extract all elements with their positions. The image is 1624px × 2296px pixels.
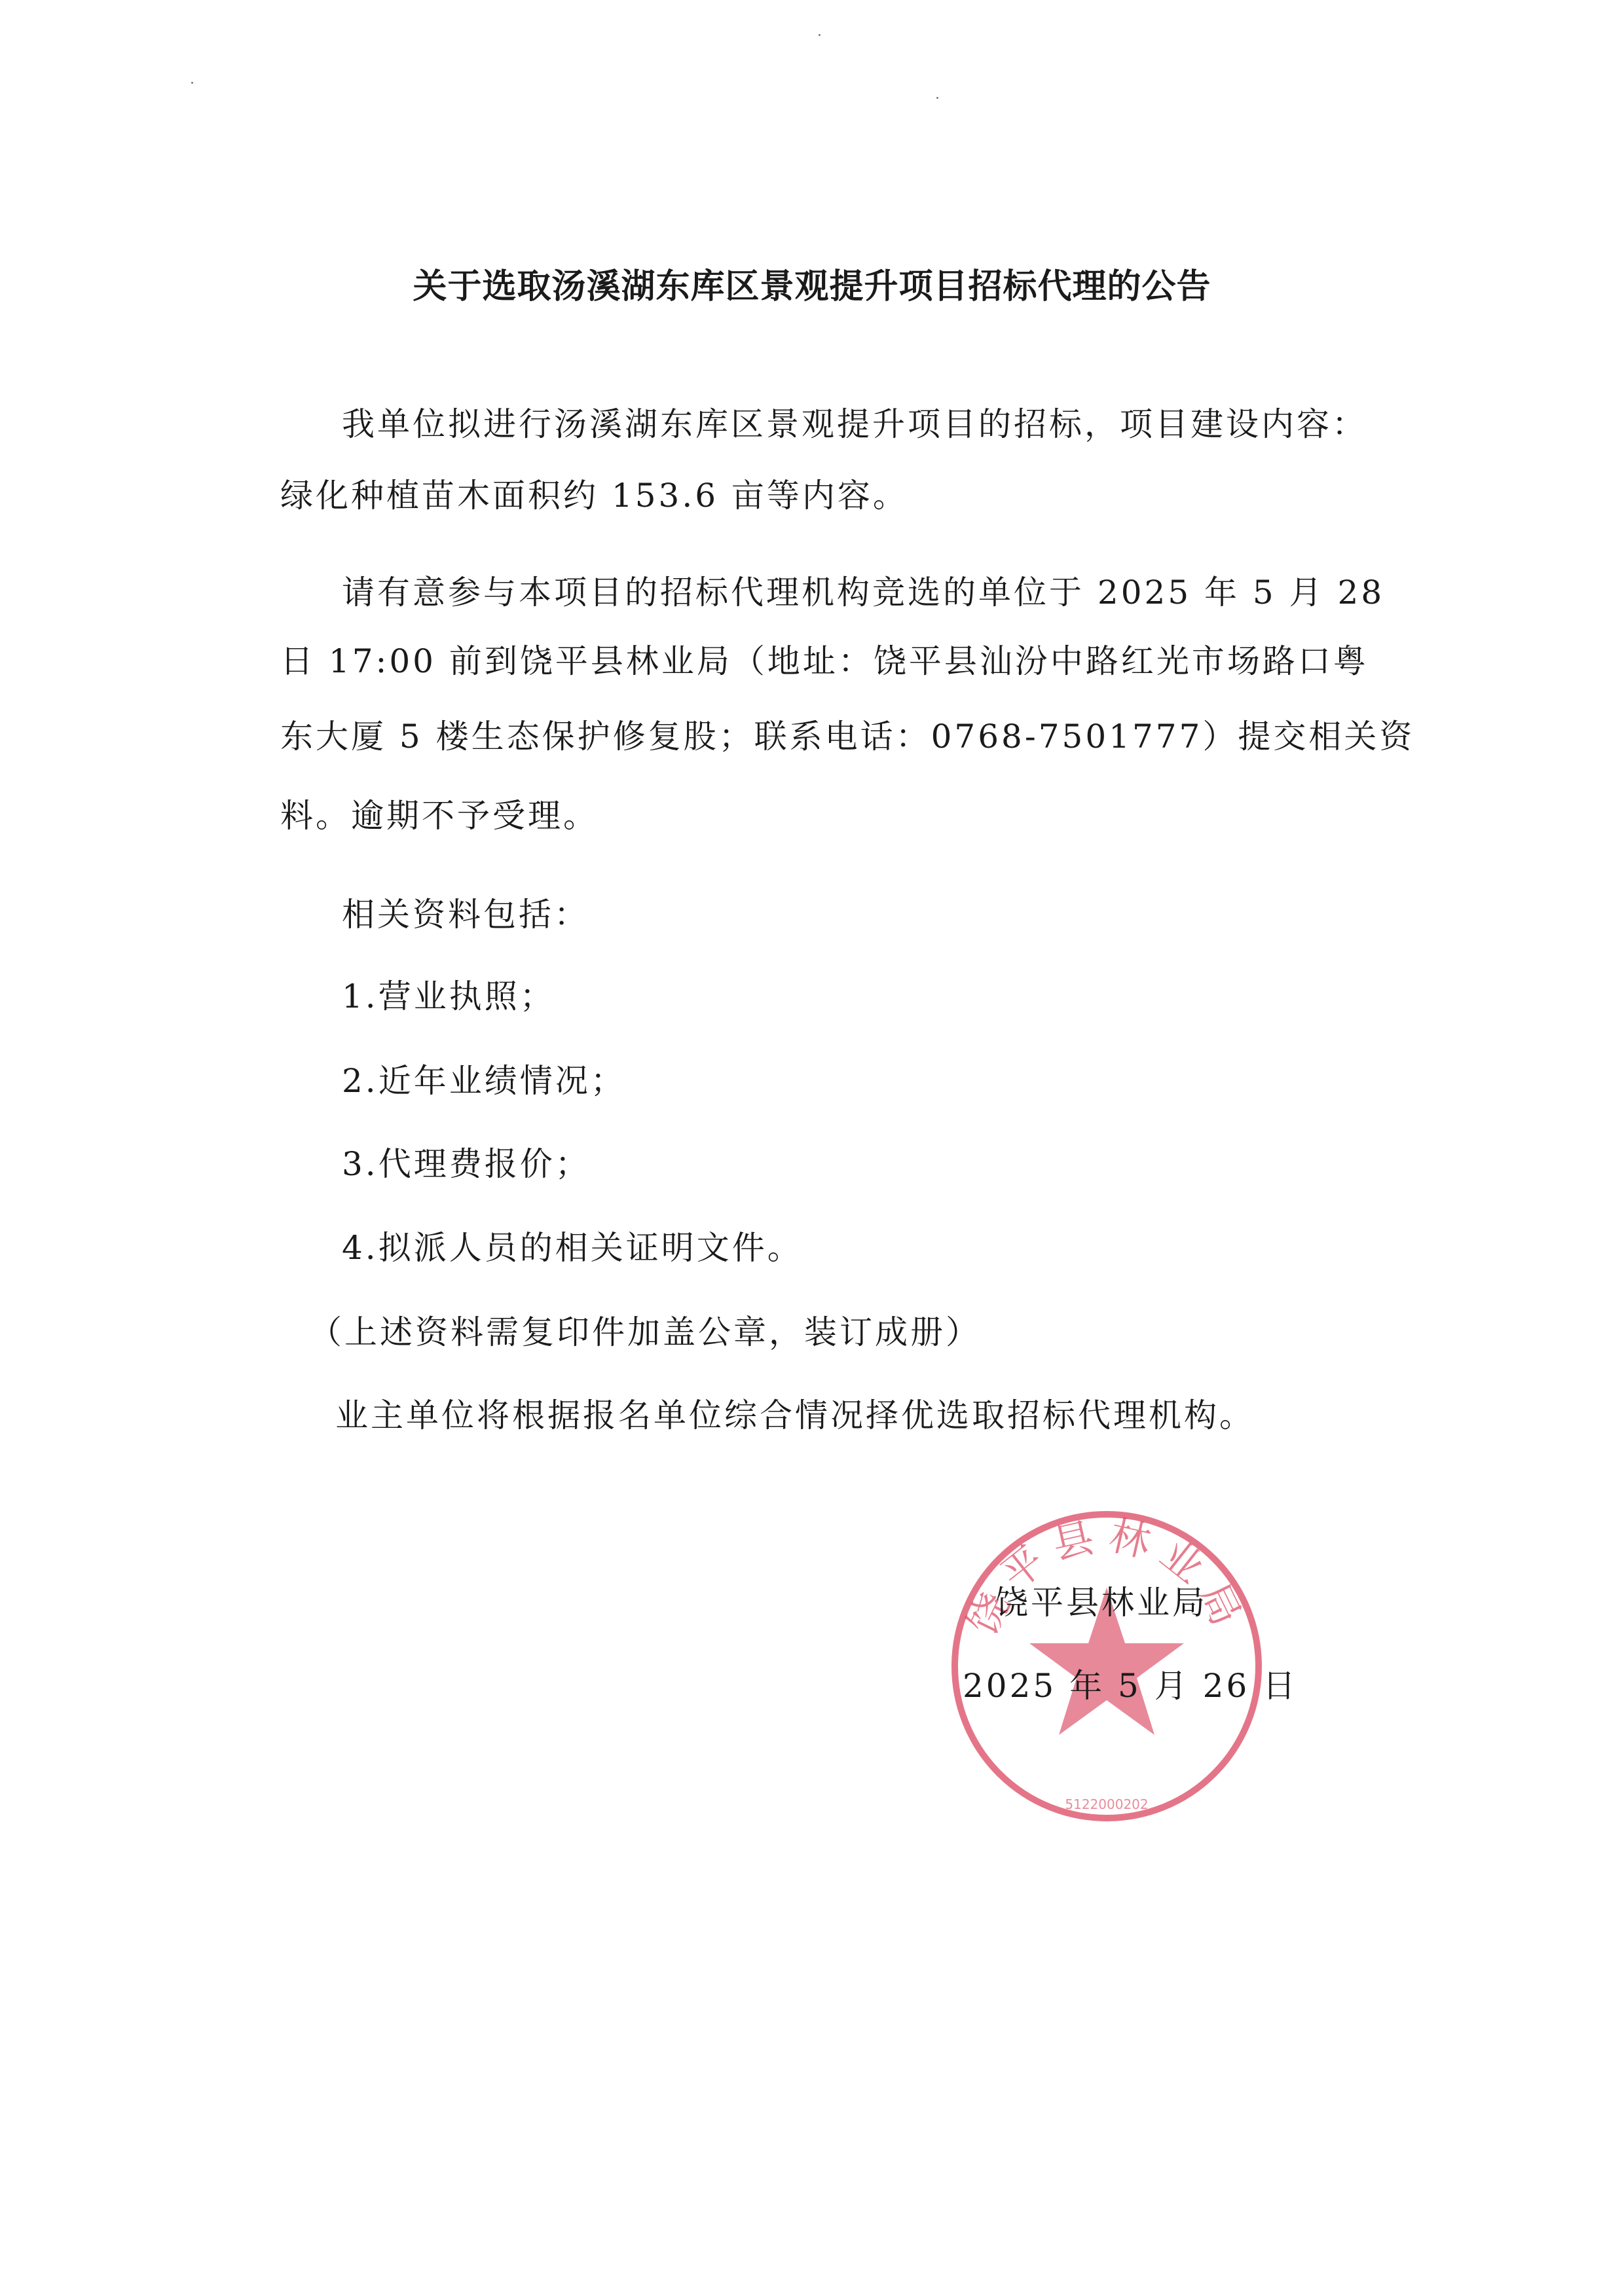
signature-org: 饶平县林业局 xyxy=(995,1584,1208,1622)
svg-text:饶平县林业局: 饶平县林业局 xyxy=(958,1510,1255,1643)
scan-speck xyxy=(819,34,821,36)
list-item: 4.拟派人员的相关证明文件。 xyxy=(342,1229,803,1267)
body-line: 请有意参与本项目的招标代理机构竞选的单位于 2025 年 5 月 28 xyxy=(342,574,1385,611)
body-line: 料。逾期不予受理。 xyxy=(280,797,599,835)
body-line: 日 17:00 前到饶平县林业局（地址：饶平县汕汾中路红光市场路口粤 xyxy=(280,642,1369,680)
scan-speck xyxy=(191,82,193,84)
body-line: 我单位拟进行汤溪湖东库区景观提升项目的招标，项目建设内容： xyxy=(342,405,1367,443)
list-item: 2.近年业绩情况； xyxy=(342,1062,626,1100)
signature-date: 2025 年 5 月 26 日 xyxy=(963,1667,1299,1705)
list-item: 1.营业执照； xyxy=(342,977,555,1015)
document-title: 关于选取汤溪湖东库区景观提升项目招标代理的公告 xyxy=(413,267,1211,306)
list-item: 3.代理费报价； xyxy=(342,1145,591,1183)
body-line: （上述资料需复印件加盖公章，装订成册） xyxy=(309,1313,981,1351)
svg-text:5122000202: 5122000202 xyxy=(1065,1796,1149,1812)
scan-speck xyxy=(936,97,938,99)
body-line: 绿化种植苗木面积约 153.6 亩等内容。 xyxy=(280,477,908,515)
body-line: 业主单位将根据报名单位综合情况择优选取招标代理机构。 xyxy=(335,1396,1255,1434)
body-line: 相关资料包括： xyxy=(342,896,589,934)
body-line: 东大厦 5 楼生态保护修复股；联系电话：0768-7501777）提交相关资 xyxy=(280,718,1415,756)
